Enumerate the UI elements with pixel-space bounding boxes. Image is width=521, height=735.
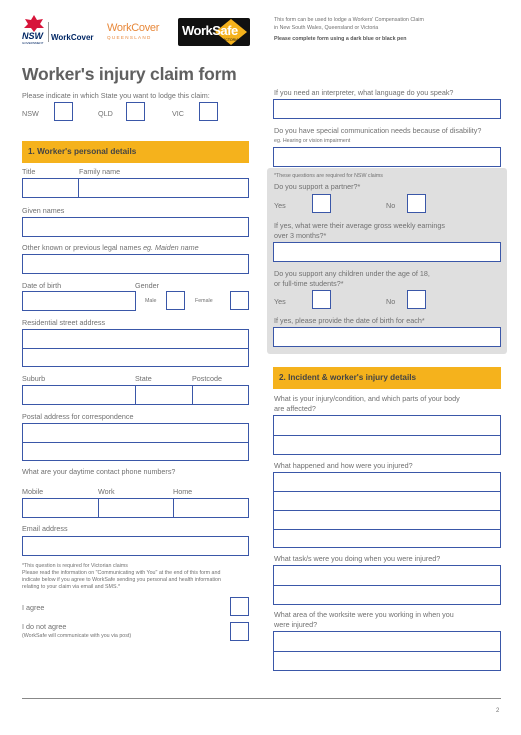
injury-field-divider — [273, 435, 501, 436]
family-name-field[interactable] — [78, 178, 249, 198]
children-question-line-1: Do you support any children under the age of 18, — [274, 269, 430, 278]
interpreter-field[interactable] — [273, 99, 501, 119]
children-no-label: No — [386, 297, 396, 306]
agree-label: I agree — [22, 603, 45, 612]
disagree-note: (WorkSafe will communicate with you via post) — [22, 633, 132, 639]
postcode-field[interactable] — [192, 385, 249, 405]
earnings-field[interactable] — [273, 242, 501, 262]
vic-note-line-1: *This question is required for Victorian claims — [22, 563, 128, 569]
title-field[interactable] — [22, 178, 79, 198]
state-field[interactable] — [135, 385, 193, 405]
children-dob-question: If yes, please provide the date of birth for each* — [274, 316, 425, 325]
injury-question-line-2: are affected? — [274, 404, 316, 413]
section1-heading: 1. Worker's personal details — [22, 141, 249, 163]
area-question-line-1: What area of the worksite were you working in when you — [274, 610, 454, 619]
children-yes-label: Yes — [274, 297, 286, 306]
pen-notice: Please complete form using a dark blue or black pen — [274, 36, 407, 42]
state-qld-checkbox[interactable] — [126, 102, 145, 121]
workcover-nsw-logo: WorkCover — [51, 33, 94, 42]
other-names-example: eg. Maiden name — [143, 243, 199, 252]
children-yes-checkbox[interactable] — [312, 290, 331, 309]
female-checkbox[interactable] — [230, 291, 249, 310]
task-field-divider — [273, 585, 501, 586]
family-name-label: Family name — [79, 167, 121, 176]
how-field-divider-3 — [273, 529, 501, 530]
postal-label: Postal address for correspondence — [22, 412, 134, 421]
page-number: 2 — [496, 708, 500, 714]
other-names-label — [22, 243, 199, 252]
partner-no-checkbox[interactable] — [407, 194, 426, 213]
worksafe-state: VICTORIA — [222, 38, 239, 42]
children-dob-field[interactable] — [273, 327, 501, 347]
street-field-divider — [22, 348, 249, 349]
worksafe-logo — [178, 18, 250, 46]
how-question: What happened and how were you injured? — [274, 461, 413, 470]
male-checkbox[interactable] — [166, 291, 185, 310]
partner-question: Do you support a partner?* — [274, 182, 361, 191]
postcode-label: Postcode — [192, 374, 222, 383]
agree-checkbox[interactable] — [230, 597, 249, 616]
nsw-note: *These questions are required for NSW claims — [274, 173, 383, 179]
work-label: Work — [98, 487, 115, 496]
lodge-notice-2: in New South Wales, Queensland or Victoria — [274, 25, 379, 31]
title-label: Title — [22, 167, 36, 176]
postal-field-divider — [22, 442, 249, 443]
form-title: Worker's injury claim form — [22, 64, 237, 84]
mobile-field[interactable] — [22, 498, 99, 518]
other-names-text: Other known or previous legal names — [22, 243, 142, 252]
task-question: What task/s were you doing when you were injured? — [274, 554, 441, 563]
suburb-label: Suburb — [22, 374, 46, 383]
vic-note-line-3: indicate below if you agree to WorkSafe sending you personal and health information — [22, 577, 221, 583]
email-field[interactable] — [22, 536, 249, 556]
disagree-label: I do not agree — [22, 622, 67, 631]
partner-no-label: No — [386, 201, 396, 210]
given-names-label: Given names — [22, 206, 65, 215]
workcover-qld-logo — [107, 22, 169, 46]
state-vic-checkbox[interactable] — [199, 102, 218, 121]
children-question-line-2: or full-time students?* — [274, 279, 344, 288]
gender-label: Gender — [135, 281, 159, 290]
email-label: Email address — [22, 524, 68, 533]
special-needs-field[interactable] — [273, 147, 501, 167]
nsw-logo-sub: GOVERNMENT — [22, 41, 44, 45]
state-vic-label: VIC — [172, 109, 184, 118]
state-nsw-checkbox[interactable] — [54, 102, 73, 121]
state-field-label: State — [135, 374, 152, 383]
area-field-divider — [273, 651, 501, 652]
interpreter-question: If you need an interpreter, what language do you speak? — [274, 88, 454, 97]
logo-divider — [48, 22, 49, 42]
nsw-logo — [22, 14, 46, 46]
waratah-icon — [22, 14, 46, 32]
partner-yes-label: Yes — [274, 201, 286, 210]
given-names-field[interactable] — [22, 217, 249, 237]
area-question-line-2: were injured? — [274, 620, 318, 629]
dob-field[interactable] — [22, 291, 136, 311]
workcover-qld-name: WorkCover — [107, 22, 160, 34]
how-field-divider-2 — [273, 510, 501, 511]
suburb-field[interactable] — [22, 385, 136, 405]
state-nsw-label: NSW — [22, 109, 39, 118]
home-phone-field[interactable] — [173, 498, 249, 518]
phone-prompt: What are your daytime contact phone numbers? — [22, 467, 176, 476]
nsw-logo-text: NSW — [22, 31, 43, 41]
mobile-label: Mobile — [22, 487, 44, 496]
dob-label: Date of birth — [22, 281, 62, 290]
street-label: Residential street address — [22, 318, 106, 327]
special-needs-question: Do you have special communication needs because of disability? — [274, 126, 482, 135]
earnings-question-line-2: over 3 months?* — [274, 231, 327, 240]
worksafe-name: WorkSafe — [182, 23, 238, 38]
male-label: Male — [145, 298, 157, 304]
work-phone-field[interactable] — [98, 498, 174, 518]
home-label: Home — [173, 487, 193, 496]
state-qld-label: QLD — [98, 109, 113, 118]
section2-heading: 2. Incident & worker's injury details — [273, 367, 501, 389]
earnings-question-line-1: If yes, what were their average gross weekly earnings — [274, 221, 445, 230]
how-field-divider-1 — [273, 491, 501, 492]
workcover-qld-state: QUEENSLAND — [107, 35, 152, 40]
state-prompt: Please indicate in which State you want to lodge this claim: — [22, 91, 210, 100]
disagree-checkbox[interactable] — [230, 622, 249, 641]
vic-note-line-2: Please read the information on "Communicating with You" at the end of this form and — [22, 570, 221, 576]
female-label: Female — [195, 298, 213, 304]
footer-rule — [22, 698, 501, 699]
injury-question-line-1: What is your injury/condition, and which parts of your body — [274, 394, 460, 403]
children-no-checkbox[interactable] — [407, 290, 426, 309]
vic-note-line-4: relating to your claim via email and SMS.* — [22, 584, 121, 590]
other-names-field[interactable] — [22, 254, 249, 274]
partner-yes-checkbox[interactable] — [312, 194, 331, 213]
lodge-notice-1: This form can be used to lodge a Workers' Compensation Claim — [274, 17, 424, 23]
special-needs-example: eg. Hearing or vision impairment — [274, 138, 351, 144]
